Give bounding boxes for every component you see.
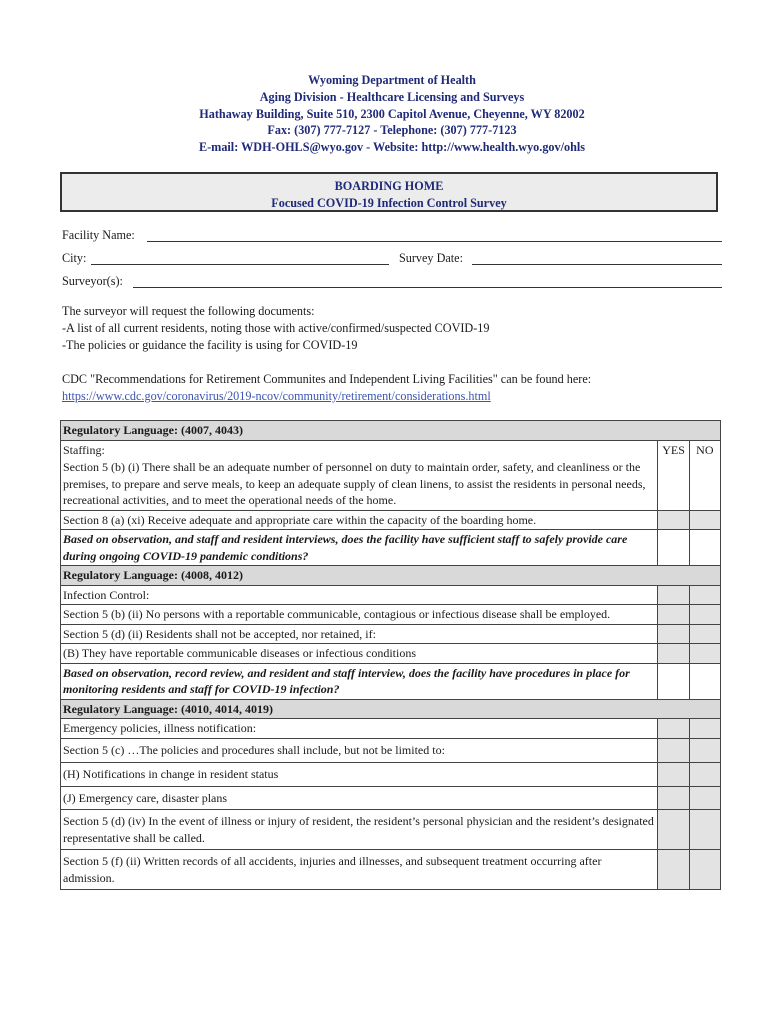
yes-cell xyxy=(658,810,689,850)
regulation-row xyxy=(61,810,721,850)
yes-cell xyxy=(658,850,689,890)
section-heading: Regulatory Language: (4008, 4012) xyxy=(61,566,721,586)
question-row xyxy=(61,530,721,566)
yes-cell xyxy=(658,719,689,739)
yes-cell xyxy=(658,763,689,787)
no-cell xyxy=(689,624,720,644)
no-cell xyxy=(689,719,720,739)
city-label: City: xyxy=(62,251,87,265)
facility-name-label: Facility Name: xyxy=(62,228,135,242)
survey-info-fields xyxy=(62,228,722,297)
cdc-reference xyxy=(62,371,591,405)
yes-cell xyxy=(658,738,689,763)
survey-title: BOARDING HOME xyxy=(334,179,444,193)
no-answer-cell[interactable] xyxy=(689,530,720,566)
regulation-row xyxy=(61,763,721,787)
header-address: Hathaway Building, Suite 510, 2300 Capitol Avenue, Cheyenne, WY 82002 xyxy=(199,106,585,121)
survey-subtitle: Focused COVID-19 Infection Control Survey xyxy=(271,195,507,210)
regulation-row xyxy=(61,644,721,664)
question-row xyxy=(61,663,721,699)
regulation-text: Section 5 (b) (i) There shall be an adequate number of personnel on duty to maintain order, safety, and cleanliness or the premises, to prepare and serve meals, to keep an adequate supply of clean linens, to assist the residents in personal needs, recreational activities, and to meet the operational needs of the home. xyxy=(61,458,658,510)
regulation-text: Section 5 (d) (ii) Residents shall not be accepted, nor retained, if: xyxy=(61,624,658,644)
header-contact: E-mail: WDH-OHLS@wyo.gov - Website: http://www.health.wyo.gov/ohls xyxy=(198,140,585,155)
no-cell xyxy=(689,644,720,664)
yes-column-header xyxy=(658,440,689,510)
yes-answer-cell[interactable] xyxy=(658,663,689,699)
section-heading-row xyxy=(61,566,721,586)
facility-name-field[interactable] xyxy=(147,241,722,242)
regulation-text: Section 5 (f) (ii) Written records of all accidents, injuries and illnesses, and subsequent treatment occurring after admission. xyxy=(61,850,658,890)
city-row xyxy=(62,251,722,274)
regulation-text: Section 5 (d) (iv) In the event of illness or injury of resident, the resident’s personal physician and the resident’s designated representative shall be called. xyxy=(61,810,658,850)
regulation-row xyxy=(61,458,721,510)
header-division: Aging Division - Healthcare Licensing and Surveys xyxy=(259,89,525,104)
regulation-row xyxy=(61,738,721,763)
surveyors-row xyxy=(62,274,722,297)
no-cell xyxy=(689,510,720,530)
no-column-header xyxy=(689,440,720,510)
header-agency-name: Wyoming Department of Health xyxy=(308,73,476,87)
section-topic-row xyxy=(61,719,721,739)
yes-cell xyxy=(658,510,689,530)
section-topic: Emergency policies, illness notification: xyxy=(61,719,658,739)
document-item: -A list of all current residents, noting those with active/confirmed/suspected COVID-19 xyxy=(62,321,490,335)
yes-cell xyxy=(658,605,689,625)
no-cell xyxy=(689,786,720,810)
regulation-row xyxy=(61,510,721,530)
section-topic-row xyxy=(61,585,721,605)
section-topic: Staffing: xyxy=(61,440,658,458)
cdc-link[interactable]: https://www.cdc.gov/coronavirus/2019-ncov/community/retirement/considerations.html xyxy=(62,389,491,403)
section-heading: Regulatory Language: (4010, 4014, 4019) xyxy=(61,699,721,719)
regulation-text: (J) Emergency care, disaster plans xyxy=(61,786,658,810)
no-cell xyxy=(689,738,720,763)
header-phone: Fax: (307) 777-7127 - Telephone: (307) 777-7123 xyxy=(267,123,517,138)
regulation-row xyxy=(61,850,721,890)
no-cell xyxy=(689,763,720,787)
no-cell xyxy=(689,810,720,850)
no-cell xyxy=(689,850,720,890)
agency-header xyxy=(0,72,770,156)
question-text: Based on observation, and staff and resident interviews, does the facility have sufficient staff to safely provide care during ongoing COVID-19 pandemic conditions? xyxy=(61,530,658,566)
documents-intro: The surveyor will request the following documents: xyxy=(62,304,315,318)
yes-cell xyxy=(658,585,689,605)
section-heading-row xyxy=(61,421,721,441)
regulation-row xyxy=(61,605,721,625)
no-answer-cell[interactable] xyxy=(689,663,720,699)
yes-cell xyxy=(658,644,689,664)
section-heading: Regulatory Language: (4007, 4043) xyxy=(61,421,721,441)
document-item: -The policies or guidance the facility is using for COVID-19 xyxy=(62,338,358,352)
regulation-text: Section 5 (c) …The policies and procedures shall include, but not be limited to: xyxy=(61,738,658,763)
section-topic-row xyxy=(61,440,721,458)
yes-cell xyxy=(658,786,689,810)
yes-answer-cell[interactable] xyxy=(658,530,689,566)
no-label: NO xyxy=(696,442,714,457)
section-heading-row xyxy=(61,699,721,719)
regulation-row xyxy=(61,786,721,810)
no-cell xyxy=(689,605,720,625)
surveyors-label: Surveyor(s): xyxy=(62,274,123,288)
regulation-text: (B) They have reportable communicable diseases or infectious conditions xyxy=(61,644,658,664)
survey-title-box xyxy=(60,172,718,212)
section-topic: Infection Control: xyxy=(61,585,658,605)
regulation-text: (H) Notifications in change in resident status xyxy=(61,763,658,787)
survey-date-label: Survey Date: xyxy=(399,251,463,265)
requested-documents xyxy=(62,303,489,354)
regulation-row xyxy=(61,624,721,644)
surveyors-field[interactable] xyxy=(133,287,722,288)
regulation-text: Section 5 (b) (ii) No persons with a reportable communicable, contagious or infectious disease shall be employed. xyxy=(61,605,658,625)
survey-table xyxy=(60,420,721,890)
survey-date-field[interactable] xyxy=(472,264,722,265)
regulation-text: Section 8 (a) (xi) Receive adequate and appropriate care within the capacity of the boarding home. xyxy=(61,510,658,530)
yes-label: YES xyxy=(662,442,685,457)
question-text: Based on observation, record review, and resident and staff interview, does the facility have procedures in place for monitoring residents and staff for COVID-19 infection? xyxy=(61,663,658,699)
city-field[interactable] xyxy=(91,264,389,265)
facility-name-row xyxy=(62,228,722,251)
cdc-text: CDC "Recommendations for Retirement Communites and Independent Living Facilities" can be found here: xyxy=(62,372,592,386)
yes-cell xyxy=(658,624,689,644)
no-cell xyxy=(689,585,720,605)
